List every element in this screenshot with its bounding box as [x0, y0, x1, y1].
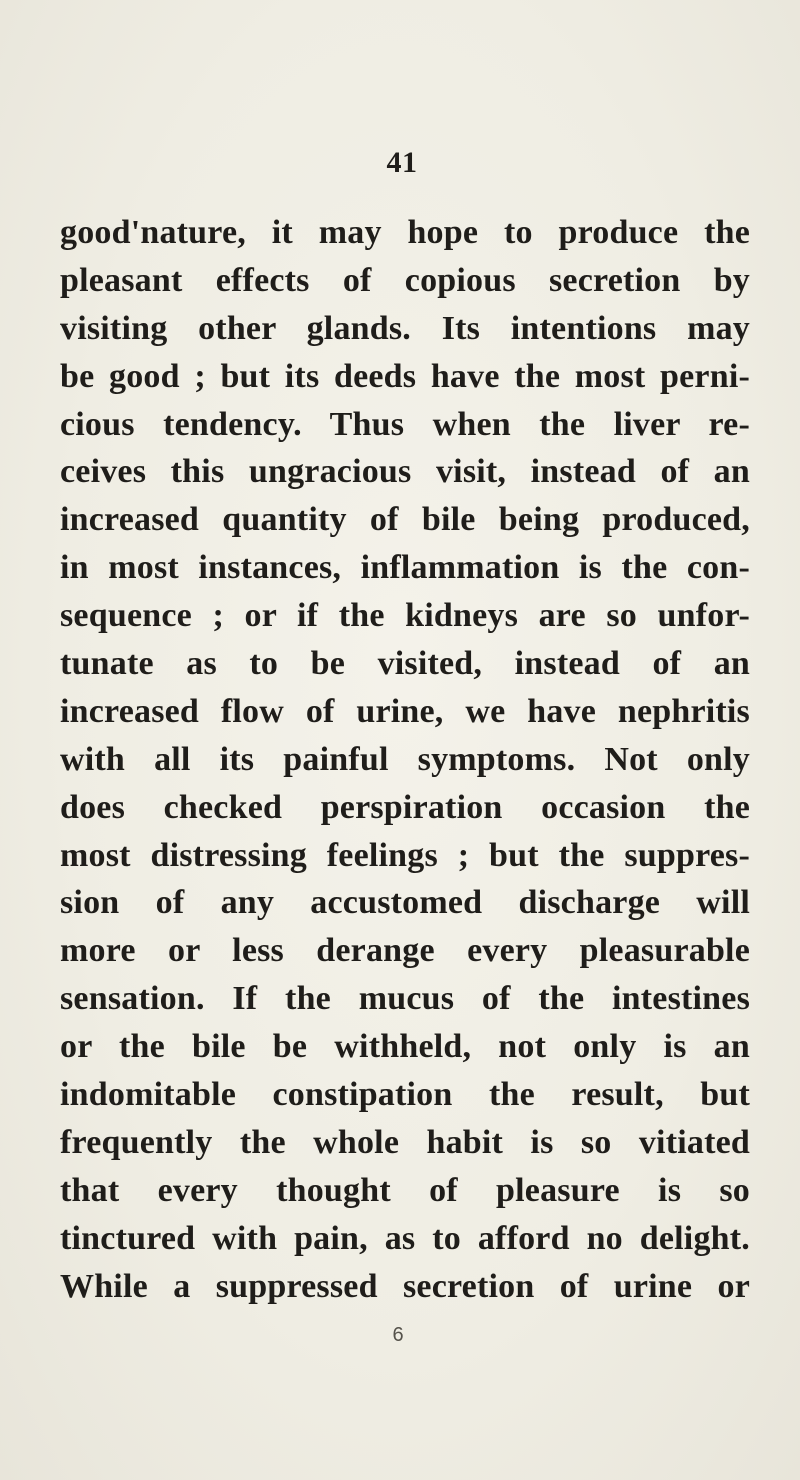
text-line: cious tendency. Thus when the liver re-	[60, 405, 750, 443]
text-line: sensation. If the mucus of the intestines	[60, 980, 750, 1018]
page-number: 41	[386, 146, 418, 179]
text-line: increased quantity of bile being produced,	[60, 501, 750, 539]
text-line: most distressing feelings ; but the suppres-	[60, 836, 750, 874]
text-line: with all its painful symptoms. Not only	[60, 740, 750, 778]
text-line: ceives this ungracious visit, instead of an	[60, 453, 750, 491]
text-line: frequently the whole habit is so vitiated	[60, 1123, 750, 1161]
text-line: pleasant effects of copious secretion by	[60, 261, 750, 299]
text-line: or the bile be withheld, not only is an	[60, 1028, 750, 1066]
text-line: sion of any accustomed discharge will	[60, 884, 750, 922]
text-line: tinctured with pain, as to afford no delight.	[60, 1219, 750, 1257]
signature-mark: 6	[392, 1324, 404, 1346]
text-line: increased flow of urine, we have nephritis	[60, 692, 750, 730]
text-line: good'nature, it may hope to produce the	[60, 214, 750, 251]
text-line: be good ; but its deeds have the most perni-	[60, 357, 750, 395]
text-line: does checked perspiration occasion the	[60, 788, 750, 826]
text-line: in most instances, inflammation is the con-	[60, 549, 750, 587]
text-line: more or less derange every pleasurable	[60, 932, 750, 970]
body-text	[60, 209, 750, 1310]
text-line: indomitable constipation the result, but	[60, 1076, 750, 1114]
text-line: While a suppressed secretion of urine or	[60, 1267, 750, 1305]
text-line: visiting other glands. Its intentions may	[60, 309, 750, 347]
text-line: tunate as to be visited, instead of an	[60, 645, 750, 683]
text-line: sequence ; or if the kidneys are so unfor-	[60, 597, 750, 635]
text-line: that every thought of pleasure is so	[60, 1171, 750, 1209]
